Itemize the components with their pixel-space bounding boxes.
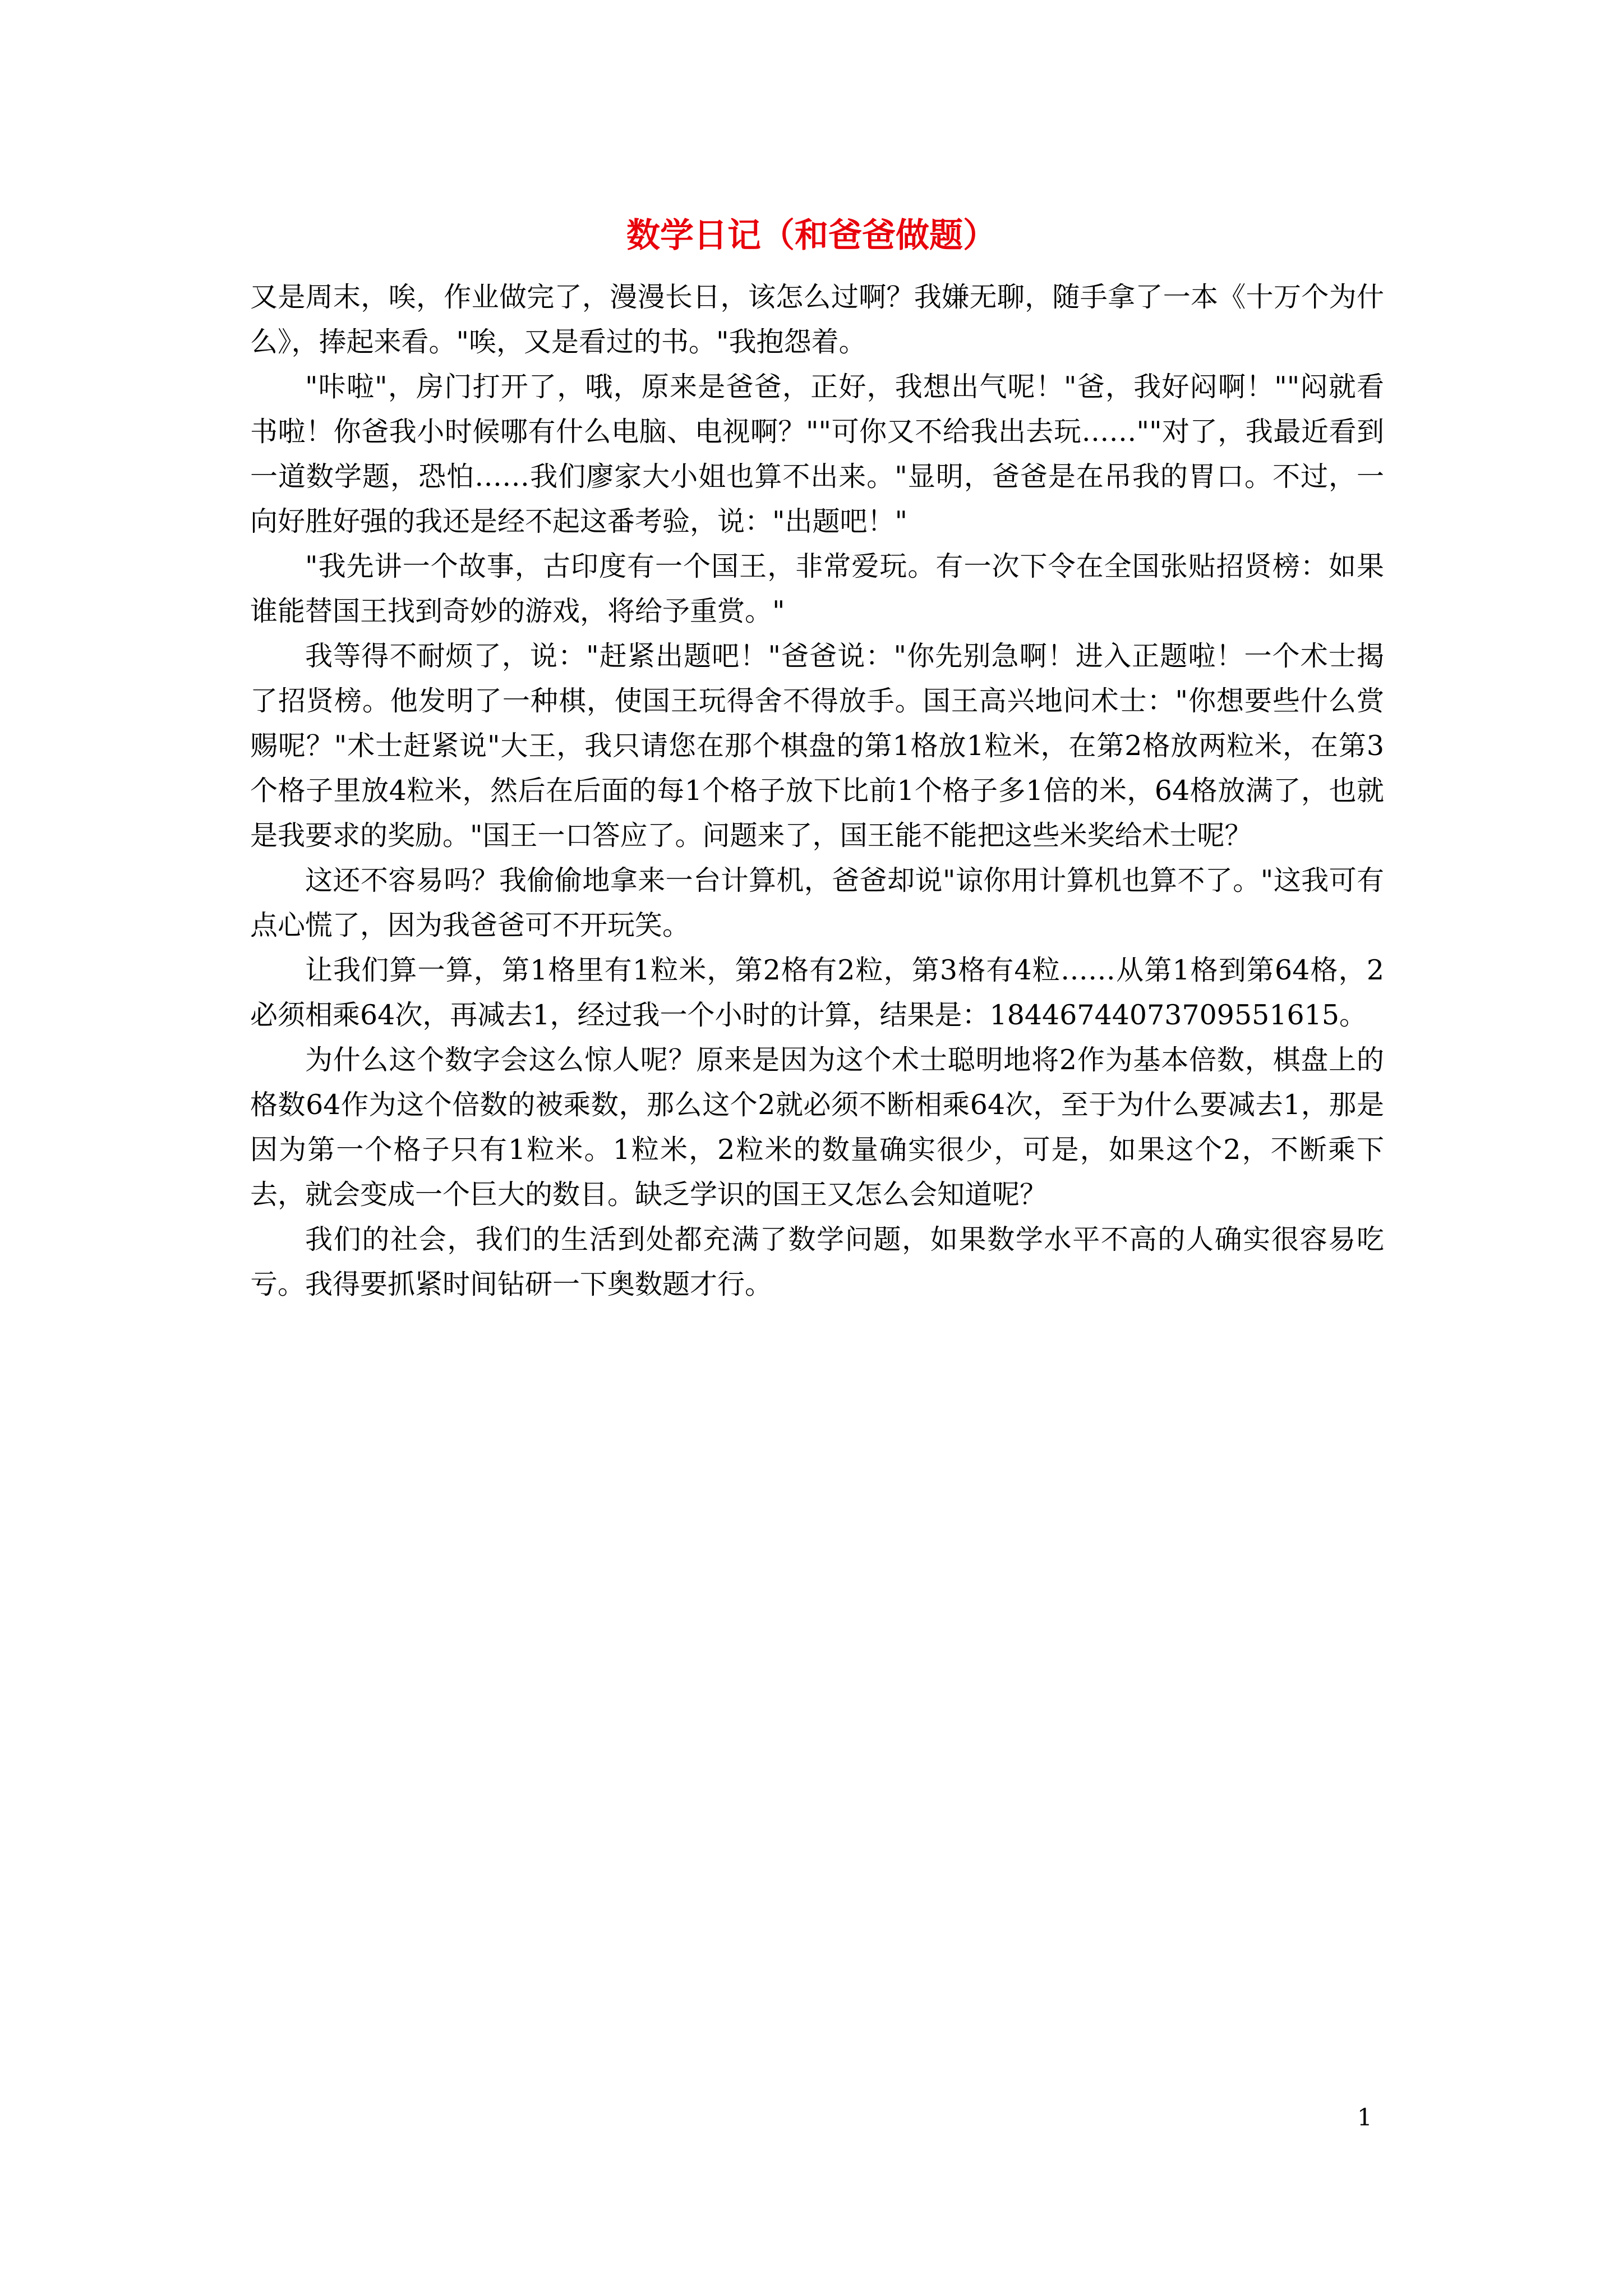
page-title: 数学日记（和爸爸做题） xyxy=(626,216,997,255)
paragraph-7: 为什么这个数字会这么惊人呢？原来是因为这个术士聪明地将2作为基本倍数，棋盘上的格数64作为这个倍数的被乘数，那么这个2就必须不断相乘64次，至于为什么要减去1，那是因为第一个格子只有1粒米。1粒米，2粒米的数量确实很少，可是，如果这个2，不断乘下去，就会变成一个巨大的数目。缺乏学识的国王又怎么会知道呢？ xyxy=(250,1044,1384,1211)
paragraph-3: "我先讲一个故事，古印度有一个国王，非常爱玩。有一次下令在全国张贴招贤榜：如果谁能替国王找到奇妙的游戏，将给予重赏。" xyxy=(250,550,1384,627)
paragraph-8: 我们的社会，我们的生活到处都充满了数学问题，如果数学水平不高的人确实很容易吃亏。我得要抓紧时间钻研一下奥数题才行。 xyxy=(250,1223,1384,1300)
page-number: 1 xyxy=(1357,2104,1372,2131)
diary-body xyxy=(250,275,1384,1307)
paragraph-6: 让我们算一算，第1格里有1粒米，第2格有2粒，第3格有4粒……从第1格到第64格，2必须相乘64次，再减去1，经过我一个小时的计算，结果是：18446744073709551615。 xyxy=(250,954,1384,1031)
paragraph-5: 这还不容易吗？我偷偷地拿来一台计算机，爸爸却说"谅你用计算机也算不了。"这我可有点心慌了，因为我爸爸可不开玩笑。 xyxy=(250,864,1384,941)
paragraph-4: 我等得不耐烦了，说："赶紧出题吧！"爸爸说："你先别急啊！进入正题啦！一个术士揭了招贤榜。他发明了一种棋，使国王玩得舍不得放手。国王高兴地问术士："你想要些什么赏赐呢？"术士赶紧说"大王，我只请您在那个棋盘的第1格放1粒米，在第2格放两粒米，在第3个格子里放4粒米，然后在后面的每1个格子放下比前1个格子多1倍的米，64格放满了，也就是我要求的奖励。"国王一口答应了。问题来了，国王能不能把这些米奖给术士呢？ xyxy=(250,640,1384,852)
paragraph-1: 又是周末，唉，作业做完了，漫漫长日，该怎么过啊？我嫌无聊，随手拿了一本《十万个为什么》，捧起来看。"唉，又是看过的书。"我抱怨着。 xyxy=(250,281,1384,358)
paragraph-2: "咔啦"，房门打开了，哦，原来是爸爸，正好，我想出气呢！"爸，我好闷啊！""闷就看书啦！你爸我小时候哪有什么电脑、电视啊？""可你又不给我出去玩……""对了，我最近看到一道数学题，恐怕……我们廖家大小姐也算不出来。"显明，爸爸是在吊我的胃口。不过，一向好胜好强的我还是经不起这番考验，说："出题吧！" xyxy=(250,371,1384,537)
